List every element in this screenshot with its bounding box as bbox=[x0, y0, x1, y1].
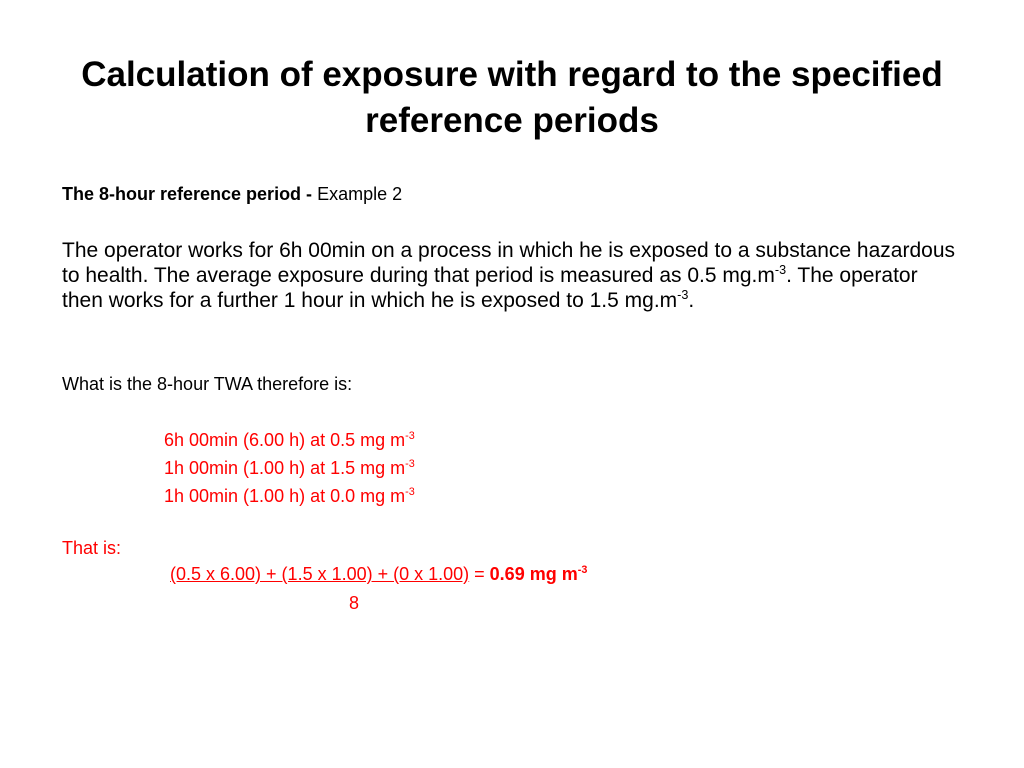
body-text-part2: . The operator then works for a further 1 hour in which he is exposed to 1.5 mg.m bbox=[62, 264, 918, 312]
body-superscript-2: -3 bbox=[677, 288, 689, 302]
subheading-bold: The 8-hour reference period - bbox=[62, 184, 313, 204]
exposure-unit-superscript: -3 bbox=[405, 430, 415, 442]
subheading bbox=[62, 182, 402, 206]
formula-result-value: 0.69 mg m bbox=[489, 564, 578, 584]
that-is-label: That is: bbox=[62, 538, 122, 558]
twa-formula bbox=[170, 562, 587, 586]
exposure-text: 1h 00min (1.00 h) at 0.0 mg m bbox=[164, 486, 406, 506]
question-text: What is the 8-hour TWA therefore is: bbox=[62, 374, 353, 394]
exposure-unit-superscript: -3 bbox=[405, 458, 415, 470]
exposure-item bbox=[164, 482, 415, 510]
formula-result bbox=[490, 564, 588, 584]
formula-equals: = bbox=[469, 564, 490, 584]
formula-numerator: (0.5 x 6.00) + (1.5 x 1.00) + (0 x 1.00) bbox=[170, 564, 470, 584]
exposure-unit-superscript: -3 bbox=[405, 486, 415, 498]
body-superscript-1: -3 bbox=[774, 263, 787, 277]
exposure-item bbox=[164, 454, 415, 482]
exposure-text: 6h 00min (6.00 h) at 0.5 mg m bbox=[164, 430, 406, 450]
body-paragraph bbox=[62, 238, 962, 313]
subheading-example: Example 2 bbox=[312, 184, 403, 204]
formula-denominator: 8 bbox=[349, 593, 360, 613]
exposure-list bbox=[164, 426, 415, 510]
body-text-part1: The operator works for 6h 00min on a process in which he is exposed to a substance hazardous to health. The average exposure during that period is measured as 0.5 mg.m bbox=[62, 239, 956, 287]
slide-title: Calculation of exposure with regard to the specified reference periods bbox=[81, 55, 943, 140]
formula-result-superscript: -3 bbox=[577, 564, 588, 576]
exposure-text: 1h 00min (1.00 h) at 1.5 mg m bbox=[164, 458, 406, 478]
exposure-item bbox=[164, 426, 415, 454]
body-text-part3: . bbox=[688, 289, 695, 312]
